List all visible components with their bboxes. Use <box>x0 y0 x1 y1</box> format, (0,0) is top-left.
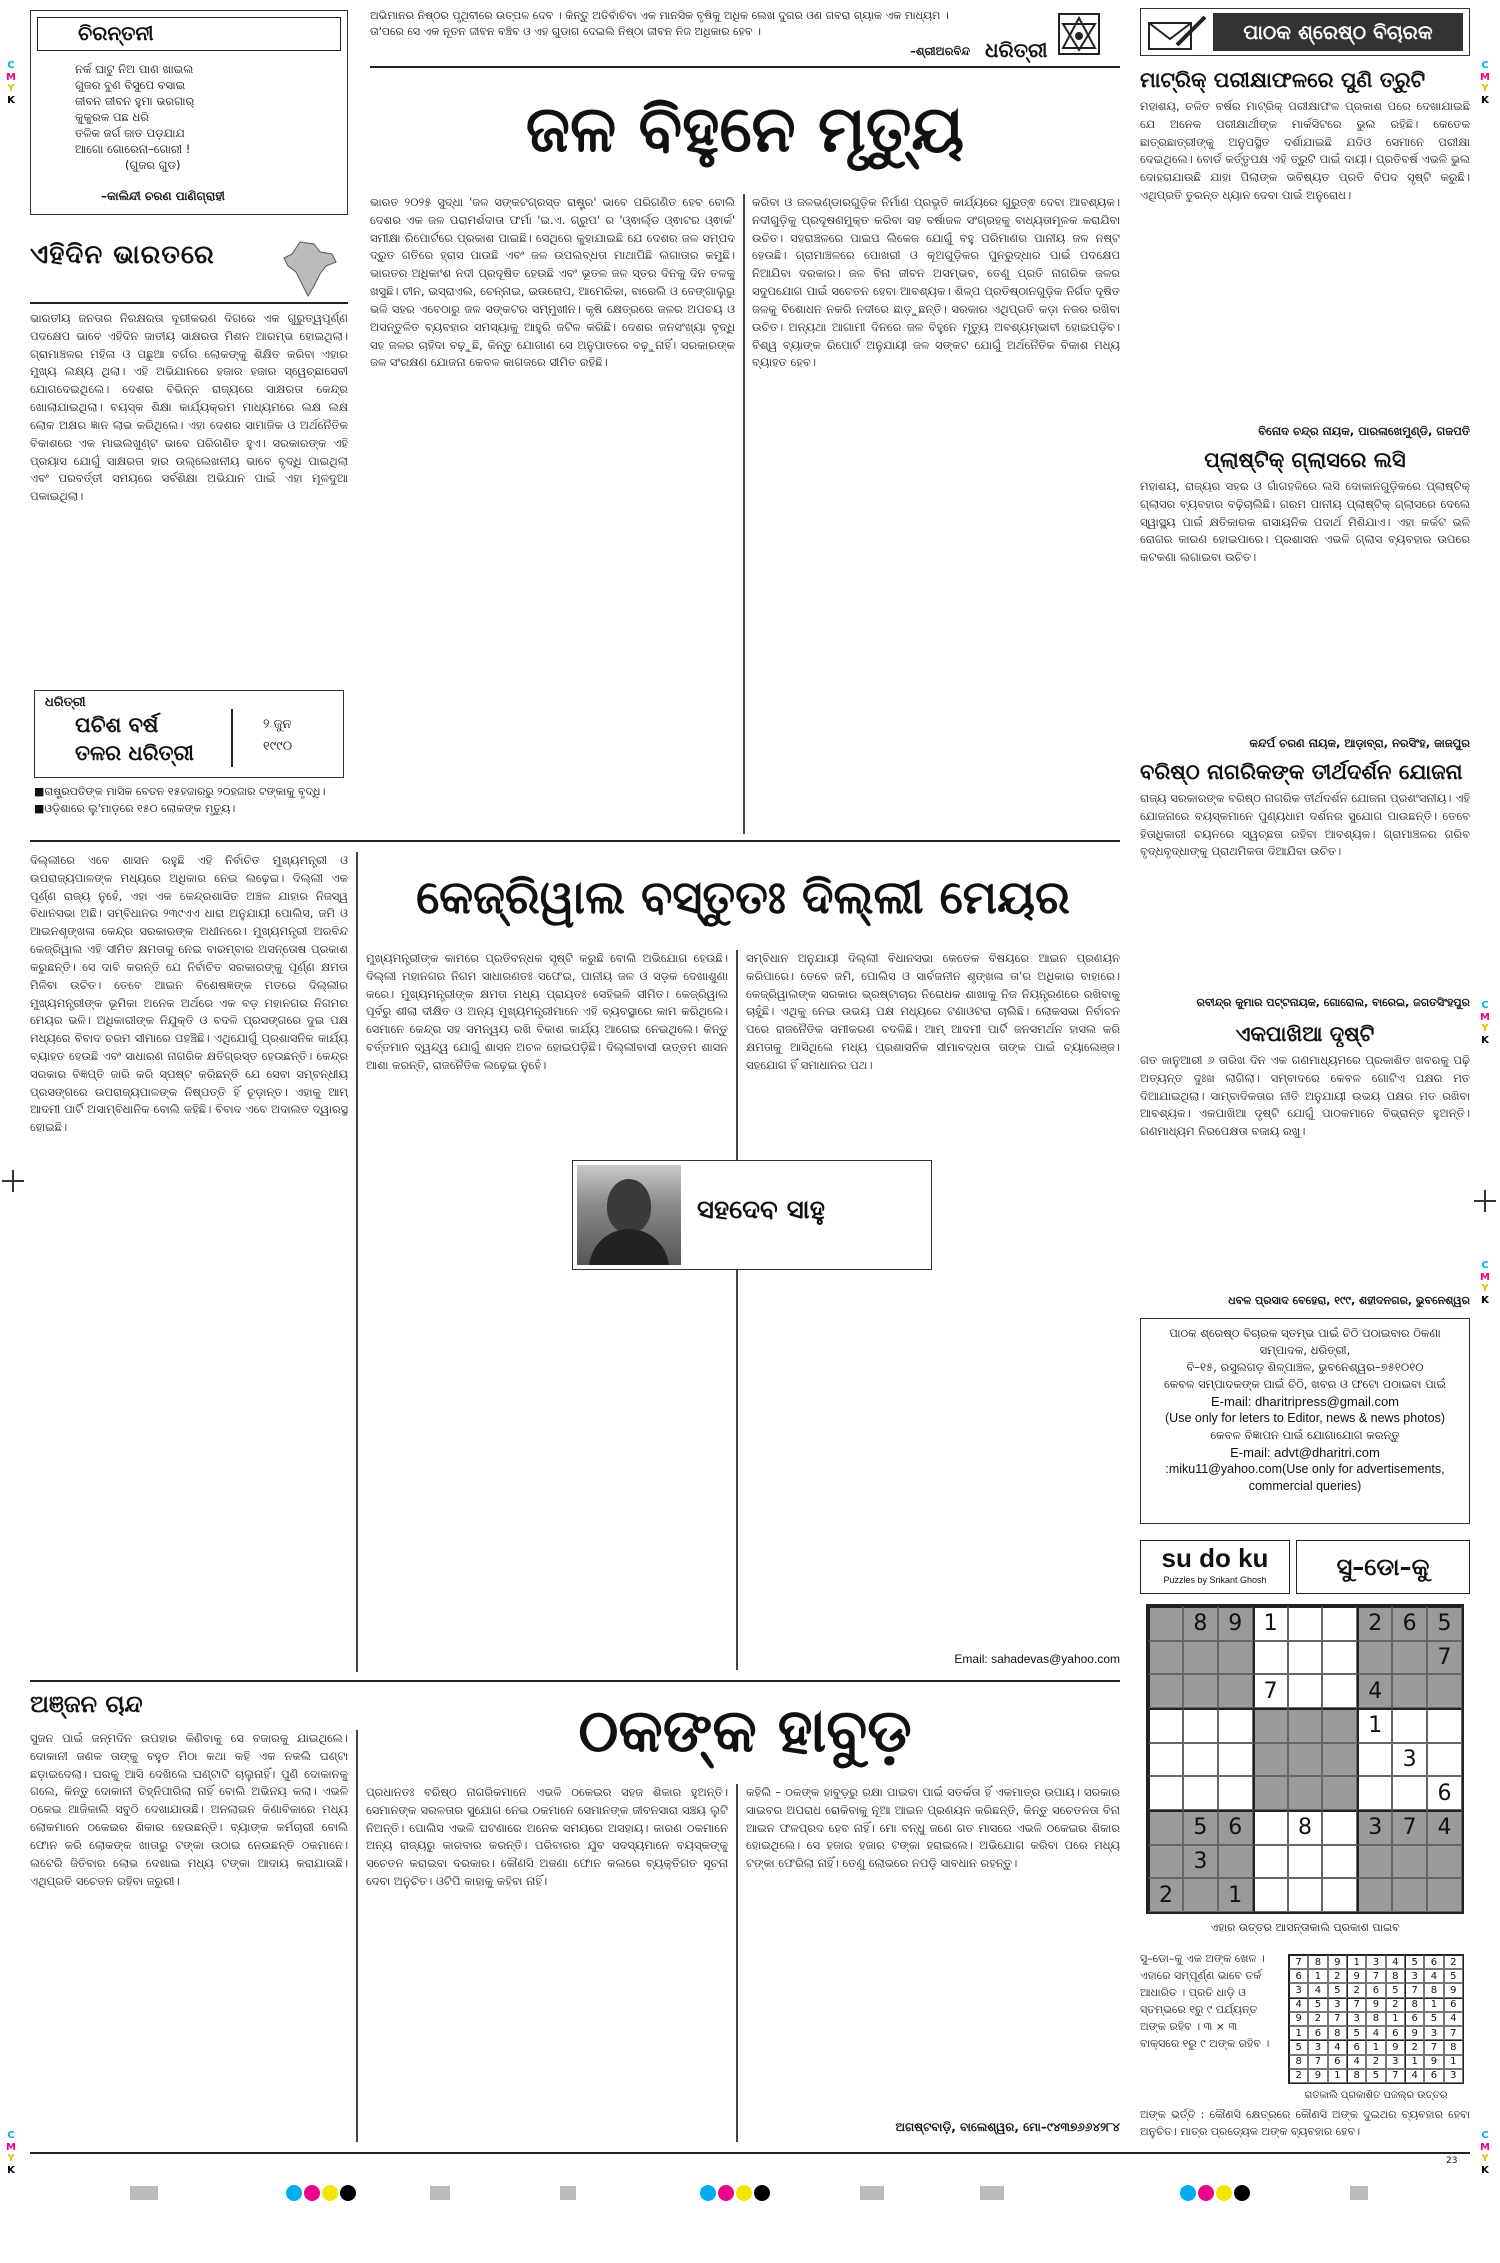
magenta-dot <box>1198 2185 1214 2201</box>
sudoku-solution-cell: 7 <box>1444 2026 1463 2040</box>
sudoku-cell <box>1253 1776 1288 1810</box>
anjan-divider-2 <box>736 1784 738 2142</box>
sudoku-cell: 8 <box>1183 1606 1218 1641</box>
editorial-quote-text: ଅଭିମାନର ନିଷ୍ଠର ପୃଥିବୀରେ ଉତ୍ପଳ ଦେବ । କିନ୍ତୁ ଅତିବାଁଚିବା ଏକ ମାନସିକ ବୃଷିକୁ ଅଧିକ ଲେଖ ଦୁଗର ଓଣ ଗବରା ଗ୍ୟାକ ଏକ ମାଧ୍ୟମ । ତା'ପରେ ସେ ଏକ ନୂତନ ଜୀବନ ବଞ୍ଚିବ ଓ ଏହ ଗୁଡାଗ ଦେଇଲି ନିଷ୍ଠା ଜୀବନ ନିଜ ଅଧିକାର ହେବ । <box>370 9 949 38</box>
letter-author: ଧବଳ ପ୍ରସାଦ ବେହେରା, ୧୯୯, ଶହୀଦନଗର, ଭୁବନେଶ୍ୱର <box>1228 1294 1470 1307</box>
sudoku-solution-cell: 7 <box>1289 1955 1308 1969</box>
cyan-dot <box>1180 2185 1196 2201</box>
sudoku-solution-cell: 1 <box>1366 2040 1385 2054</box>
sudoku-solution-cell: 8 <box>1328 2026 1347 2040</box>
sudoku-solution-cell: 9 <box>1444 1983 1463 1997</box>
sudoku-cell <box>1392 1776 1427 1810</box>
sudoku-cell: 1 <box>1218 1878 1253 1912</box>
page-number: 23 <box>1446 2156 1458 2166</box>
sudoku-solution-cell: 5 <box>1444 1969 1463 1983</box>
sudoku-solution-cell: 3 <box>1424 2026 1443 2040</box>
readers-banner-text: ପାଠକ ଶ୍ରେଷ୍ଠ ବିଚାରକ <box>1243 20 1433 44</box>
sudoku-solution-cell: 5 <box>1347 2026 1366 2040</box>
author-name: ସହଦେବ ସାହୁ <box>697 1195 825 1225</box>
grey-bar <box>860 2186 884 2200</box>
sudoku-solution-cell: 3 <box>1366 1955 1385 1969</box>
grey-bar <box>560 2186 576 2200</box>
sudoku-cell: 5 <box>1427 1606 1462 1641</box>
yellow-dot <box>736 2185 752 2201</box>
sudoku-solution-cell: 3 <box>1386 2055 1405 2069</box>
sudoku-solution-cell: 3 <box>1347 2012 1366 2026</box>
archive-date-line1: ୨ ଜୁନ <box>263 717 292 732</box>
sudoku-cell <box>1427 1845 1462 1879</box>
black-dot <box>340 2185 356 2201</box>
archive-box <box>34 690 344 778</box>
sudoku-cell <box>1392 1641 1427 1675</box>
archive-items <box>34 784 344 817</box>
sudoku-solution-cell: 4 <box>1405 2069 1424 2083</box>
cyan-dot <box>286 2185 302 2201</box>
grey-bar <box>130 2186 158 2200</box>
sudoku-cell <box>1288 1845 1323 1879</box>
sudoku-cell <box>1148 1674 1183 1708</box>
contact-line: କେବଳ ସମ୍ପାଦକଙ୍କ ପାଇଁ ଚିଠି, ଖବର ଓ ଫଟୋ ପଠାଇବା ପାଇଁ <box>1164 1377 1446 1391</box>
kejriwal-col2: ମୁଖ୍ୟମନ୍ତ୍ରୀଙ୍କ କାମରେ ପ୍ରତିବନ୍ଧକ ସୃଷ୍ଟି କରୁଛି ବୋଲି ଅଭିଯୋଗ ହେଉଛି। ଦିଲ୍ଲୀ ମହାନଗର ନିଗମ ସାଧାରଣତଃ ସଫେଇ, ପାନୀୟ ଜଳ ଓ ସଡ଼କ ଦେଖାଶୁଣା କରେ। ମୁଖ୍ୟମନ୍ତ୍ରୀଙ୍କ କ୍ଷମତା ମଧ୍ୟ ପ୍ରାୟତଃ ସେହିଭଳି ସୀମିତ। କେଜ୍‌ରିୱାଲ ପୂର୍ବରୁ ଶୀଲା ଦୀକ୍ଷିତ ଓ ଅନ୍ୟ ମୁଖ୍ୟମନ୍ତ୍ରୀମାନେ ଏହି ବ୍ୟବସ୍ଥାରେ କାମ କରିଥିଲେ। ସେମାନେ କେନ୍ଦ୍ର ସହ ସମନ୍ୱୟ ରଖି ବିକାଶ କାର୍ଯ୍ୟ ଆଗେଇ ନେଇଥିଲେ। କିନ୍ତୁ ବର୍ତ୍ତମାନ ଦ୍ୱନ୍ଦ୍ୱ ଯୋଗୁଁ ଶାସନ ଅଚଳ ହୋଇପଡ଼ିଛି। ଦିଲ୍ଲୀବାସୀ ଉତ୍ତମ ଶାସନ ଆଶା କରନ୍ତି, ରାଜନୈତିକ ଲଢ଼େଇ ନୁହେଁ। <box>366 951 728 1072</box>
sudoku-solution-cell: 7 <box>1366 1969 1385 1983</box>
letter-body: ମହାଶୟ, ଚଳିତ ବର୍ଷର ମାଟ୍ରିକ୍ ପରୀକ୍ଷାଫଳ ପ୍ରକାଶ ପରେ ଦେଖାଯାଇଛି ଯେ ଅନେକ ପରୀକ୍ଷାର୍ଥୀଙ୍କ ମାର୍କସିଟରେ ଭୁଲ ରହିଛି। କେତେକ ଛାତ୍ରଛାତ୍ରୀଙ୍କୁ ଅନୁପସ୍ଥିତ ଦର୍ଶାଯାଇଛି ଯଦିଓ ସେମାନେ ପରୀକ୍ଷା ଦେଇଥିଲେ। ବୋର୍ଡ କର୍ତ୍ତୃପକ୍ଷ ଏହି ତ୍ରୁଟି ପାଇଁ ଦାୟୀ। ପ୍ରତିବର୍ଷ ଏଭଳି ଭୁଲ ଦୋହରାଯାଉଛି ଯାହା ପିଲାଙ୍କ ଭବିଷ୍ୟତ ପ୍ରତି ବିପଦ ସୃଷ୍ଟି କରୁଛି। ଏଥିପ୍ରତି ତୁରନ୍ତ ଧ୍ୟାନ ଦେବା ପାଇଁ ଅନୁରୋଧ। <box>1140 99 1470 203</box>
sudoku-solution-cell: 6 <box>1444 1998 1463 2012</box>
sudoku-solution-cell: 4 <box>1308 1983 1327 1997</box>
sudoku-header <box>1140 1540 1470 1594</box>
sudoku-solution-cell: 7 <box>1308 2055 1327 2069</box>
india-map-icon <box>280 240 340 298</box>
sudoku-cell <box>1148 1641 1183 1675</box>
cmyk-mark-right-mid: C M Y K <box>1480 1000 1490 1046</box>
sudoku-solution-cell: 8 <box>1424 1983 1443 1997</box>
contact-line: ସମ୍ପାଦକ, ଧରିତ୍ରୀ, <box>1259 1343 1351 1357</box>
sudoku-solution-cell: 9 <box>1289 2012 1308 2026</box>
advt-email-alt[interactable]: :miku11@yahoo.com(Use only for advertisements, commercial queries) <box>1165 1462 1445 1493</box>
bottom-rule <box>30 2152 1470 2154</box>
contact-line: ବି–୧୫, ରସୁଲଗଡ଼ ଶିଳ୍ପାଞ୍ଚଳ, ଭୁବନେଶ୍ୱର–୭୫୧୦୧୦ <box>1186 1360 1424 1374</box>
sudoku-solution-cell: 4 <box>1386 1955 1405 1969</box>
sudoku-cell <box>1288 1708 1323 1743</box>
letter-title: ମାଟ୍ରିକ୍ ପରୀକ୍ଷାଫଳରେ ପୁଣି ତ୍ରୁଟି <box>1140 68 1426 92</box>
sudoku-cell <box>1218 1776 1253 1810</box>
sudoku-cell <box>1253 1845 1288 1879</box>
sudoku-cell <box>1218 1674 1253 1708</box>
black-dot <box>754 2185 770 2201</box>
sudoku-solution-cell: 5 <box>1386 1983 1405 1997</box>
sudoku-cell: 7 <box>1253 1674 1288 1708</box>
sudoku-solution-cell: 4 <box>1328 2040 1347 2054</box>
sudoku-solution-grid <box>1288 1954 1464 2084</box>
letter-body: ରାଜ୍ୟ ସରକାରଙ୍କ ବରିଷ୍ଠ ନାଗରିକ ତୀର୍ଥଦର୍ଶନ ଯୋଜନା ପ୍ରଶଂସନୀୟ। ଏହି ଯୋଜନାରେ ବୟସ୍କମାନେ ପୁଣ୍ୟଧାମ ଦର୍ଶନର ସୁଯୋଗ ପାଉଛନ୍ତି। ତେବେ ହିତାଧିକାରୀ ଚୟନରେ ସ୍ୱଚ୍ଛତା ରହିବା ଆବଶ୍ୟକ। ଗ୍ରାମାଞ୍ଚଳର ଗରିବ ବୃଦ୍ଧବୃଦ୍ଧାଙ୍କୁ ପ୍ରାଥମିକତା ଦିଆଯିବା ଉଚିତ। <box>1140 791 1470 859</box>
sudoku-footer: ଅଙ୍କ ଭର୍ତ୍ତି : କୌଣସି କ୍ଷେତ୍ରରେ କୌଣସି ଅଙ୍କ ଦୁଇଥର ବ୍ୟବହାର ହେବା ଅନୁଚିତ। ମାତ୍ର ପ୍ରତ୍ୟେକ ଅଙ୍କ ବ୍ୟବହାର ହେବ। <box>1140 2108 1470 2139</box>
poem-line: ଆଗୋ ଗୋରେନା–ଗୋରୀ ! <box>75 142 191 156</box>
sudoku-cell <box>1357 1743 1392 1777</box>
letter-author: ବିନୋଦ ଚନ୍ଦ୍ର ନାୟକ, ପାରଳାଖେମୁଣ୍ଡି, ଗଜପତି <box>1258 424 1470 438</box>
kejriwal-email[interactable]: Email: sahadevas@yahoo.com <box>954 1652 1120 1666</box>
sudoku-logo: su do ku <box>1161 1543 1269 1573</box>
anjan-chand-author: ଅଗଷ୍ଟବାଡ଼ି, ବାଲେଶ୍ୱର, ମୋ–୯୪୩୭୬୬୪୨୮୪ <box>895 2120 1120 2134</box>
author-photo <box>577 1165 681 1265</box>
cmyk-mark-right-bottom: C M Y K <box>1480 2130 1490 2176</box>
sudoku-cell: 1 <box>1357 1708 1392 1743</box>
sudoku-cell: 1 <box>1253 1606 1288 1641</box>
black-dot <box>1234 2185 1250 2201</box>
sudoku-cell <box>1253 1708 1288 1743</box>
sudoku-cell <box>1288 1606 1323 1641</box>
anjan-chand-col2: ପ୍ରଧାନତଃ ବରିଷ୍ଠ ନାଗରିକମାନେ ଏଭଳି ଠକେଇର ସହଜ ଶିକାର ହୁଅନ୍ତି। ସେମାନଙ୍କ ସରଳତାର ସୁଯୋଗ ନେଇ ଠକମାନେ ସେମାନଙ୍କ ଜୀବନସାରା ସଞ୍ଚୟ ଲୁଟି ନିଅନ୍ତି। ପୋଲିସ ଏଭଳି ଘଟଣାରେ ଅନେକ ସମୟରେ ଅସହାୟ। କାରଣ ଠକମାନେ ଅନ୍ୟ ରାଜ୍ୟରୁ କାରବାର କରନ୍ତି। ପରିବାରର ଯୁବ ସଦସ୍ୟମାନେ ବୟସ୍କଙ୍କୁ ସଚେତନ କରାଇବା ଦରକାର। କୌଣସି ଅଜଣା ଫୋନ କଲରେ ବ୍ୟକ୍ତିଗତ ସୂଚନା ଦେବା ଅନୁଚିତ। ଓଟିପି କାହାକୁ କହିବା ନାହିଁ। <box>366 1785 728 1889</box>
sudoku-solution-cell: 5 <box>1308 1998 1327 2012</box>
sudoku-solution-cell: 9 <box>1328 1955 1347 1969</box>
anjan-chand-title: ଅଞ୍ଜନ ଚାନ୍ଦ <box>30 1690 143 1718</box>
sudoku-solution-cell: 6 <box>1424 1955 1443 1969</box>
sudoku-solution-cell: 8 <box>1308 1955 1327 1969</box>
paper-logo-block <box>985 12 1105 64</box>
sudoku-solution-cell: 5 <box>1289 2040 1308 2054</box>
india-today-heading <box>30 240 348 300</box>
sudoku-solution-cell: 5 <box>1366 2069 1385 2083</box>
sudoku-solution-cell: 5 <box>1405 1955 1424 1969</box>
sudoku-cell: 6 <box>1427 1776 1462 1810</box>
sudoku-solution-cell: 5 <box>1328 1983 1347 1997</box>
sudoku-solution-cell: 2 <box>1347 1983 1366 1997</box>
sudoku-solution-cell: 6 <box>1405 2012 1424 2026</box>
sudoku-solution-cell: 8 <box>1366 2012 1385 2026</box>
letter-body: ଗତ ଜାନୁଆରୀ ୬ ତାରିଖ ଦିନ ଏକ ଗଣମାଧ୍ୟମରେ ପ୍ରକାଶିତ ଖବରକୁ ପଢ଼ି ଅତ୍ୟନ୍ତ ଦୁଃଖ ଲାଗିଲା। ସମ୍ବାଦରେ କେବଳ ଗୋଟିଏ ପକ୍ଷର ମତ ଦିଆଯାଇଥିଲା। ସାମ୍ବାଦିକତାର ନୀତି ଅନୁଯାୟୀ ଉଭୟ ପକ୍ଷର ମତ ରଖିବା ଆବଶ୍ୟକ। ଏକପାଖିଆ ଦୃଷ୍ଟି ଯୋଗୁଁ ପାଠକମାନେ ବିଭ୍ରାନ୍ତ ହୁଅନ୍ତି। ଗଣମାଧ୍ୟମ ନିରପେକ୍ଷତା ବଜାୟ ରଖୁ। <box>1140 1053 1470 1139</box>
cmyk-mark-left-bottom: C M Y K <box>6 2130 16 2176</box>
sudoku-cell <box>1253 1810 1288 1845</box>
lower-rule <box>30 1680 1120 1682</box>
sudoku-cell <box>1357 1878 1392 1912</box>
sudoku-cell <box>1253 1641 1288 1675</box>
sudoku-solution-cell: 1 <box>1405 2055 1424 2069</box>
poem-box <box>30 10 348 215</box>
kejriwal-divider <box>736 950 738 1670</box>
main-story-col2: କରିବା ଓ ଜଳଭଣ୍ଡାରଗୁଡ଼ିକ ନିର୍ମାଣ ପ୍ରଭୃତି କାର୍ଯ୍ୟରେ ଗୁରୁତ୍ଵ ଦେବା ଆବଶ୍ୟକ। ନଦୀଗୁଡ଼ିକୁ ପ୍ରଦୂଷଣମୁକ୍ତ କରିବା ସହ ବର୍ଷାଜଳ ସଂଗ୍ରହକୁ ବାଧ୍ୟତାମୂଳକ କରାଯିବା ଉଚିତ। ସହରାଞ୍ଚଳରେ ପାଇପ ଲିକେଜ ଯୋଗୁଁ ବହୁ ପରିମାଣର ପାନୀୟ ଜଳ ନଷ୍ଟ ହେଉଛି। ଗ୍ରାମାଞ୍ଚଳରେ ପୋଖରୀ ଓ କୂଅଗୁଡ଼ିକର ପୁନରୁଦ୍ଧାର ପାଇଁ ପଦକ୍ଷେପ ନିଆଯିବା ଦରକାର। ଜଳ ବିନା ଜୀବନ ଅସମ୍ଭବ, ତେଣୁ ପ୍ରତି ନାଗରିକ ଜଳର ସଦୁପଯୋଗ ପାଇଁ ସଚେତନ ହେବା ଆବଶ୍ୟକ। ଶିଳ୍ପ ପ୍ରତିଷ୍ଠାନଗୁଡ଼ିକ ନିର୍ଗତ ଦୂଷିତ ଜଳକୁ ବିଶୋଧନ ନକରି ନଦୀରେ ଛାଡ଼ୁଛନ୍ତି। ସରକାର ଏଥିପ୍ରତି କଡ଼ା ନଜର ରଖିବା ଉଚିତ। ଅନ୍ୟଥା ଆଗାମୀ ଦିନରେ ଜଳ ବିହୁନେ ମୃତ୍ୟୁ ଅବଶ୍ୟମ୍ଭାବୀ ହୋଇପଡ଼ିବ। ବିଶ୍ୱ ବ୍ୟାଙ୍କ ରିପୋର୍ଟ ଅନୁଯାୟୀ ଜଳ ସଙ୍କଟ ଯୋଗୁଁ ଅର୍ଥନୈତିକ ବିକାଶ ମଧ୍ୟ ବ୍ୟାହତ ହେବ। <box>752 195 1120 370</box>
registration-cross-right <box>1474 1190 1496 1212</box>
sudoku-solution-cell: 8 <box>1289 2055 1308 2069</box>
sudoku-cell: 3 <box>1392 1743 1427 1777</box>
sudoku-cell: 7 <box>1392 1810 1427 1845</box>
sudoku-cell: 3 <box>1183 1845 1218 1879</box>
mid-rule <box>30 840 1120 842</box>
cmyk-mark-right-top: C M Y K <box>1480 60 1490 106</box>
sudoku-solution-cell: 1 <box>1386 2012 1405 2026</box>
sudoku-cell <box>1183 1743 1218 1777</box>
sudoku-solution-cell: 7 <box>1328 2012 1347 2026</box>
sudoku-cell: 2 <box>1148 1878 1183 1912</box>
sudoku-solution-cell: 8 <box>1444 2040 1463 2054</box>
sudoku-solution-cell: 6 <box>1308 2026 1327 2040</box>
sudoku-solution-cell: 8 <box>1405 1998 1424 2012</box>
sudoku-cell <box>1427 1878 1462 1912</box>
paper-emblem-icon <box>1057 12 1101 56</box>
sudoku-solution-cell: 6 <box>1366 1983 1385 1997</box>
sudoku-logo-box <box>1140 1540 1290 1594</box>
poem-title: ଚିରନ୍ତନୀ <box>78 21 154 45</box>
sudoku-cell: 6 <box>1392 1606 1427 1641</box>
sudoku-cell <box>1357 1641 1392 1675</box>
editor-email[interactable]: E-mail: dharitripress@gmail.com <box>1210 1394 1400 1409</box>
sudoku-cell <box>1392 1878 1427 1912</box>
main-story-divider <box>743 194 745 834</box>
sudoku-cell <box>1148 1776 1183 1810</box>
sudoku-title: ସୁ–ଡୋ–କୁ <box>1336 1553 1430 1581</box>
sudoku-solution-cell: 2 <box>1289 2069 1308 2083</box>
sudoku-cell: 6 <box>1218 1810 1253 1845</box>
sudoku-credit: Puzzles by Srikant Ghosh <box>1163 1575 1267 1585</box>
sudoku-solution-cell: 6 <box>1386 2026 1405 2040</box>
poem-line: କୁକୁରକ ପଛ ଧରି <box>75 110 149 124</box>
sudoku-solution-cell: 7 <box>1347 1998 1366 2012</box>
sudoku-cell <box>1218 1845 1253 1879</box>
sudoku-cell <box>1148 1845 1183 1879</box>
sudoku-solution-cell: 6 <box>1424 2069 1443 2083</box>
contact-line: ପାଠକ ଶ୍ରେଷ୍ଠ ବିଚାରକ ସ୍ତମ୍ଭ ପାଇଁ ଚିଠି ପଠାଇବାର ଠିକଣା <box>1169 1326 1441 1340</box>
poem-lines <box>75 61 335 173</box>
india-today-title: ଏହିଦିନ ଭାରତରେ <box>30 240 215 270</box>
sudoku-solution-cell: 8 <box>1386 1969 1405 1983</box>
cyan-dot <box>700 2185 716 2201</box>
sudoku-solution-cell: 1 <box>1308 1969 1327 1983</box>
sudoku-solution-cell: 4 <box>1444 2012 1463 2026</box>
anjan-chand-col1: ସୁଜନ ପାଇଁ ଜନ୍ମଦିନ ଉପହାର କିଣିବାକୁ ସେ ବଜାରକୁ ଯାଇଥିଲେ। ଦୋକାନୀ ଜଣକ ତାଙ୍କୁ ବହୁତ ମିଠା କଥା କହି ଏକ ନକଲି ଘଣ୍ଟା ଛଡ଼ାଇଦେଲା। ଘରକୁ ଆସି ଦେଖିଲେ ଘଣ୍ଟାଟି ଚାଲୁନାହିଁ। ପୁଣି ଦୋକାନକୁ ଗଲେ, କିନ୍ତୁ ଦୋକାନୀ ଚିହ୍ନିପାରିଲା ନାହିଁ ବୋଲି ଅଭିନୟ କଲା। ଏଭଳି ଠକେଇ ଆଜିକାଲି ସବୁଠି ଦେଖାଯାଉଛି। ଅନଲାଇନ କିଣାବିକାରେ ମଧ୍ୟ ଲୋକମାନେ ଠକେଇର ଶିକାର ହେଉଛନ୍ତି। ବ୍ୟାଙ୍କ କର୍ମଚାରୀ ବୋଲି ଫୋନ କରି ଲୋକଙ୍କ ଖାତାରୁ ଟଙ୍କା ଉଠାଇ ନେଉଛନ୍ତି ଠକମାନେ। ଲଟେରି ଜିତିବାର ଲୋଭ ଦେଖାଇ ମଧ୍ୟ ଟଙ୍କା ଆଦାୟ କରାଯାଉଛି। ଏଥିପ୍ରତି ସଚେତନ ରହିବା ଜରୁରୀ। <box>30 1731 348 1888</box>
archive-title-line1: ପଚିଶ ବର୍ଷ <box>75 713 159 737</box>
kejriwal-col3: ସମ୍ବିଧାନ ଅନୁଯାୟୀ ଦିଲ୍ଲୀ ବିଧାନସଭା କେତେକ ବିଷୟରେ ଆଇନ ପ୍ରଣୟନ କରିପାରେ। ତେବେ ଜମି, ପୋଲିସ ଓ ସାର୍ବଜନୀନ ଶୃଙ୍ଖଳା ତା'ର ଅଧିକାର ବାହାରେ। କେଜ୍‌ରିୱାଲଙ୍କ ସରକାର ଭ୍ରଷ୍ଟାଚାର ନିରୋଧକ ଶାଖାକୁ ନିଜ ନିୟନ୍ତ୍ରଣରେ ରଖିବାକୁ ଚାହୁଁଛି। ଏଥିକୁ ନେଇ ଉଭୟ ପକ୍ଷ ମଧ୍ୟରେ ଟଣାଓଟରା ଚାଲିଛି। ଲୋକସଭା ନିର୍ବାଚନ ପରେ ରାଜନୈତିକ ସମୀକରଣ ବଦଳିଛି। ଆମ୍ ଆଦମୀ ପାର୍ଟି ଜନସମର୍ଥନ ହାସଲ କରି କ୍ଷମତାକୁ ଆସିଥିଲେ ମଧ୍ୟ ପ୍ରଶାସନିକ ସୀମାବଦ୍ଧତା ତାଙ୍କ ପାଇଁ ଚ୍ୟାଲେଞ୍ଜ। ସହଯୋଗ ହିଁ ସମାଧାନର ପଥ। <box>746 951 1120 1072</box>
editor-email-note: (Use only for leters to Editor, news & news photos) <box>1165 1411 1445 1425</box>
sudoku-solution-cell: 5 <box>1424 2012 1443 2026</box>
sudoku-cell <box>1148 1743 1183 1777</box>
sudoku-cell <box>1183 1776 1218 1810</box>
sudoku-solution-cell: 9 <box>1386 2040 1405 2054</box>
sudoku-solution-cell: 6 <box>1289 1969 1308 1983</box>
sudoku-solution-cell: 2 <box>1366 2055 1385 2069</box>
sudoku-solution-cell: 2 <box>1405 2040 1424 2054</box>
sudoku-solution-cell: 3 <box>1405 1969 1424 1983</box>
sudoku-cell <box>1322 1708 1357 1743</box>
sudoku-cell <box>1357 1845 1392 1879</box>
sudoku-solution-cell: 9 <box>1347 1969 1366 1983</box>
kejriwal-lead-col: ଦିଲ୍ଲୀରେ ଏବେ ଶାସନ ରହୁଛି ଏହି ନିର୍ବାଚିତ ମୁଖ୍ୟମନ୍ତ୍ରୀ ଓ ଉପରାଜ୍ୟପାଳଙ୍କ ମଧ୍ୟରେ ଅଧିକାର ନେଇ ଲଢ଼େଇ। ଦିଲ୍ଲୀ ଏକ ପୂର୍ଣ୍ଣ ରାଜ୍ୟ ନୁହେଁ, ଏହା ଏକ କେନ୍ଦ୍ରଶାସିତ ଅଞ୍ଚଳ ଯାହାର ନିଜସ୍ୱ ବିଧାନସଭା ଅଛି। ସମ୍ବିଧାନର ୨୩୯ଏଏ ଧାରା ଅନୁଯାୟୀ ପୋଲିସ, ଜମି ଓ ଆଇନଶୃଙ୍ଖଳା କେନ୍ଦ୍ର ସରକାରଙ୍କ ଅଧୀନରେ। ମୁଖ୍ୟମନ୍ତ୍ରୀ ଅରବିନ୍ଦ କେଜ୍‌ରିୱାଲ ଏହି ସୀମିତ କ୍ଷମତାକୁ ନେଇ ବାରମ୍ବାର ଅସନ୍ତୋଷ ପ୍ରକାଶ କରୁଛନ୍ତି। ସେ ଦାବି କରନ୍ତି ଯେ ନିର୍ବାଚିତ ସରକାରଙ୍କୁ ପୂର୍ଣ୍ଣ କ୍ଷମତା ମିଳିବା ଉଚିତ। ତେବେ ଆଇନ ବିଶେଷଜ୍ଞଙ୍କ ମତରେ ଦିଲ୍ଲୀର ମୁଖ୍ୟମନ୍ତ୍ରୀଙ୍କ ଭୂମିକା ଅନେକ ଅର୍ଥରେ ଏକ ବଡ଼ ମହାନଗର ନିଗମର ମେୟର ଭଳି। ଅଧିକାରୀଙ୍କ ନିଯୁକ୍ତି ଓ ବଦଳି ପ୍ରସଙ୍ଗରେ ଦୁଇ ପକ୍ଷ ମଧ୍ୟରେ ବିବାଦ ଚରମ ସୀମାରେ ପହଞ୍ଚିଛି। ଏଥିଯୋଗୁଁ ପ୍ରଶାସନିକ କାର୍ଯ୍ୟ ବ୍ୟାହତ ହେଉଛି ଏବଂ ସାଧାରଣ ନାଗରିକ କ୍ଷତିଗ୍ରସ୍ତ ହେଉଛନ୍ତି। କେନ୍ଦ୍ର ସରକାର ବିଜ୍ଞପ୍ତି ଜାରି କରି ସ୍ପଷ୍ଟ କରିଛନ୍ତି ଯେ ସେବା ସମ୍ବନ୍ଧୀୟ ପ୍ରସଙ୍ଗରେ ଉପରାଜ୍ୟପାଳଙ୍କ ନିଷ୍ପତ୍ତି ହିଁ ଚୂଡ଼ାନ୍ତ। ଏହାକୁ ଆମ୍ ଆଦମୀ ପାର୍ଟି ଅସାମ୍ବିଧାନିକ ବୋଲି କହିଛି। ବିବାଦ ଏବେ ଅଦାଲତ ଦ୍ୱାରସ୍ଥ ହୋଇଛି। <box>30 853 348 1135</box>
sudoku-cell <box>1427 1674 1462 1708</box>
sudoku-cell <box>1288 1776 1323 1810</box>
sudoku-solution-cell: 2 <box>1328 1969 1347 1983</box>
grey-bar <box>430 2186 450 2200</box>
poem-title-bar <box>37 17 341 51</box>
sudoku-solution-cell: 6 <box>1328 2055 1347 2069</box>
sudoku-cell <box>1322 1810 1357 1845</box>
sudoku-grid <box>1146 1604 1464 1914</box>
sudoku-cell <box>1322 1606 1357 1641</box>
sudoku-solution-cell: 1 <box>1424 1998 1443 2012</box>
letter-title: ଏକପାଖିଆ ଦୃଷ୍ଟି <box>1235 1022 1375 1046</box>
sudoku-solution-cell: 4 <box>1366 2026 1385 2040</box>
envelope-pen-icon <box>1147 15 1207 51</box>
sudoku-solution-cell: 3 <box>1289 1983 1308 1997</box>
sudoku-instructions: ସୁ–ଡୋ–କୁ ଏକ ଅଙ୍କ ଖେଳ । ଏହାରେ ସମ୍ପୂର୍ଣ୍ଣ ଭାବେ ତର୍କ ଆଧାରିତ । ପ୍ରତି ଧାଡ଼ି ଓ ସ୍ତମ୍ଭରେ ୧ରୁ ୯ ପର୍ଯ୍ୟନ୍ତ ଅଙ୍କ ରହିବ । ୩ × ୩ ବାକ୍ସରେ ୧ରୁ ୯ ଅଙ୍କ ରହିବ । <box>1140 1952 1270 2051</box>
poem-author: –କାଲିନ୍ଦୀ ଚରଣ ପାଣିଗ୍ରାହୀ <box>101 189 225 203</box>
sudoku-solution-cell: 2 <box>1308 2012 1327 2026</box>
sudoku-cell <box>1322 1743 1357 1777</box>
sudoku-solution-cell: 2 <box>1386 1998 1405 2012</box>
poem-line: ତଳିକ ଜର୍ଗ ଜାତ ପଡ଼ଯାଯ <box>75 126 185 140</box>
sudoku-cell: 3 <box>1357 1810 1392 1845</box>
poem-line: ନର୍କ ଘାଟୁ ନିଅ ପାଣ ଖାଇଲ <box>75 62 194 76</box>
sudoku-solution-cell: 4 <box>1424 1969 1443 1983</box>
sudoku-cell <box>1218 1641 1253 1675</box>
archive-title-line2: ତଳର ଧରିତ୍ରୀ <box>75 741 194 765</box>
readers-banner-title <box>1213 13 1463 51</box>
main-story-col1: ଭାରତ ୨୦୨୫ ସୁଦ୍ଧା 'ଜଳ ସଙ୍କଟଗ୍ରସ୍ତ ରାଷ୍ଟ୍ର' ଭାବେ ପରିଗଣିତ ହେବ ବୋଲି ଦେଶର ଏକ ଜଳ ପରାମର୍ଶଦାତା ଫର୍ମା 'ଇ.ଏ. ଗ୍ରୁପ' ର 'ଓ୍ଵାର୍ଲ୍ଡ ଓ୍ଵାଟର ଓ୍ଵାର୍କ' ସମୀକ୍ଷା ରିପୋର୍ଟରେ ପ୍ରକାଶ ପାଇଛି। ସେଥିରେ କୁହାଯାଇଛି ଯେ ଦେଶର ଜଳ ସମ୍ପଦ ଦ୍ରୁତ ଗତିରେ ହ୍ରାସ ପାଉଛି ଏବଂ ଜଳ ଉପଲବ୍ଧତା ମାଥାପିଛି ଲଗାତାର କମୁଛି। ଭାରତର ଅଧିକାଂଶ ନଦୀ ପ୍ରଦୂଷିତ ହେଉଛି ଏବଂ ଭୂତଳ ଜଳ ସ୍ତର ଦିନକୁ ଦିନ ତଳକୁ ଖସୁଛି। ଚୀନ, ଇସ୍ରାଏଲ, ଚେନ୍ନାଇ, ଇଉରୋପ, ଆମେରିକା, ବାରେଲି ଓ ବେଙ୍ଗାଲୁରୁ ଭଳି ସହର ଏବେଠାରୁ ଜଳ ସଙ୍କଟର ସମ୍ମୁଖୀନ। କୃଷି କ୍ଷେତ୍ରରେ ଜଳର ଅପଚୟ ଓ ଅସନ୍ତୁଳିତ ବ୍ୟବହାର ସମସ୍ୟାକୁ ଆହୁରି ଜଟିଳ କରିଛି। ଦେଶର ଜନସଂଖ୍ୟା ବୃଦ୍ଧି ସହ ଜଳର ଚାହିଦା ବଢ଼ୁଛି, କିନ୍ତୁ ଯୋଗାଣ ସେ ଅନୁପାତରେ ବଢ଼ୁନାହିଁ। ସରକାରଙ୍କ ଜଳ ସଂରକ୍ଷଣ ଯୋଜନା କେବଳ କାଗଜରେ ସୀମିତ ରହିଛି। <box>370 195 735 370</box>
sudoku-solution-cell: 3 <box>1328 1998 1347 2012</box>
sudoku-cell <box>1322 1776 1357 1810</box>
archive-date-line2: ୧୯୯୦ <box>263 739 293 754</box>
sudoku-cell <box>1288 1641 1323 1675</box>
cmyk-mark-left-top: C M Y K <box>6 60 16 106</box>
sudoku-solution-cell: 1 <box>1347 1955 1366 1969</box>
letter-body: ମହାଶୟ, ରାଜ୍ୟର ସହର ଓ ଗାଁଗହଳିରେ ଲସି ଦୋକାନଗୁଡ଼ିକରେ ପ୍ଲାଷ୍ଟିକ୍ ଗ୍ଲାସର ବ୍ୟବହାର ବଢ଼ିଚାଲିଛି। ଗରମ ପାନୀୟ ପ୍ଲାଷ୍ଟିକ୍ ଗ୍ଲାସରେ ଦେଲେ ସ୍ୱାସ୍ଥ୍ୟ ପାଇଁ କ୍ଷତିକାରକ ରାସାୟନିକ ପଦାର୍ଥ ମିଶିଯାଏ। ଏହା କର୍କଟ ଭଳି ରୋଗର କାରଣ ହୋଇପାରେ। ପ୍ରଶାସନ ଏଭଳି ଗ୍ଲାସ ବ୍ୟବହାର ଉପରେ କଟକଣା ଲଗାଇବା ଉଚିତ। <box>1140 479 1470 565</box>
magenta-dot <box>304 2185 320 2201</box>
sudoku-cell <box>1148 1606 1183 1641</box>
sudoku-cell <box>1322 1878 1357 1912</box>
sudoku-cell <box>1218 1743 1253 1777</box>
sudoku-solution-cell: 4 <box>1347 2055 1366 2069</box>
sudoku-solution-cell: 8 <box>1347 2069 1366 2083</box>
top-rule <box>370 66 1120 68</box>
sudoku-solution-cell: 6 <box>1347 2040 1366 2054</box>
sudoku-solution-cell: 1 <box>1328 2069 1347 2083</box>
sudoku-cell <box>1253 1878 1288 1912</box>
poem-line: ଜୀବନ ଜୀବନ ହୁମା ଭରଗାର୍ <box>75 94 195 108</box>
readers-banner <box>1140 8 1470 56</box>
magenta-dot <box>718 2185 734 2201</box>
sudoku-cell: 4 <box>1357 1674 1392 1708</box>
sudoku-solution-cell: 7 <box>1405 1983 1424 1997</box>
yellow-dot <box>1216 2185 1232 2201</box>
sudoku-cell <box>1322 1674 1357 1708</box>
sudoku-solution-cell: 1 <box>1289 2026 1308 2040</box>
kejriwal-headline: କେଜ୍‌ରିୱାଲ ବସ୍ତୁତଃ ଦିଲ୍ଲୀ ମେୟର <box>416 870 1070 924</box>
archive-divider <box>231 709 233 767</box>
sudoku-cell <box>1183 1708 1218 1743</box>
ad-contact-line: କେବଳ ବିଜ୍ଞାପନ ପାଇଁ ଯୋଗାଯୋଗ କରନ୍ତୁ <box>1210 1428 1400 1442</box>
sudoku-solution-cell: 3 <box>1444 2069 1463 2083</box>
poem-line: (ଗୁଜର ଗୁଡ) <box>125 158 181 172</box>
advt-email[interactable]: E-mail: advt@dharitri.com <box>1230 1445 1380 1460</box>
sudoku-cell <box>1392 1708 1427 1743</box>
sudoku-solution-cell: 7 <box>1386 2069 1405 2083</box>
sudoku-cell <box>1253 1743 1288 1777</box>
india-today-rule <box>30 302 348 304</box>
sudoku-solution-cell: 1 <box>1444 2055 1463 2069</box>
sudoku-solution-cell: 9 <box>1405 2026 1424 2040</box>
sudoku-title-box <box>1296 1540 1470 1594</box>
main-headline: ଜଳ ବିହୁନେ ମୃତ୍ୟୁ <box>525 93 965 167</box>
sudoku-cell <box>1288 1878 1323 1912</box>
yellow-dot <box>322 2185 338 2201</box>
sudoku-cell <box>1392 1674 1427 1708</box>
sudoku-cell <box>1427 1708 1462 1743</box>
sudoku-solution-cell: 3 <box>1308 2040 1327 2054</box>
editorial-quote-author: –ଶ୍ରୀଅରବିନ୍ଦ <box>910 44 970 58</box>
sudoku-solution-label: ଗତକାଲି ପ୍ରକାଶିତ ପଜଲ୍‌ର ଉତ୍ତର <box>1304 2090 1448 2101</box>
sudoku-cell <box>1183 1641 1218 1675</box>
paper-name: ଧରିତ୍ରୀ <box>985 38 1048 62</box>
sudoku-cell: 2 <box>1357 1606 1392 1641</box>
letter-title: ବରିଷ୍ଠ ନାଗରିକଙ୍କ ତୀର୍ଥଦର୍ଶନ ଯୋଜନା <box>1140 760 1463 784</box>
contact-box <box>1140 1318 1470 1524</box>
sudoku-cell: 5 <box>1183 1810 1218 1845</box>
sudoku-cell: 9 <box>1218 1606 1253 1641</box>
anjan-divider-1 <box>356 1730 358 2142</box>
sudoku-solution-cell: 2 <box>1444 1955 1463 1969</box>
sudoku-cell <box>1288 1743 1323 1777</box>
anjan-chand-headline: ଠକଙ୍କ ହାବୁଡ଼ <box>578 1696 912 1766</box>
cmyk-mark-right-lower: C M Y K <box>1480 1260 1490 1306</box>
kejriwal-lead-divider <box>356 852 358 1672</box>
archive-paper-name: ଧରିତ୍ରୀ <box>45 695 86 710</box>
sudoku-cell: 4 <box>1427 1810 1462 1845</box>
letter-author: କନ୍ଦର୍ପ ଚରଣ ନାୟକ, ଆଡ଼ାବ୍ରା, ନରସିଂହ, ଜାଜପୁର <box>1249 736 1470 750</box>
sudoku-solution-cell: 9 <box>1424 2055 1443 2069</box>
archive-item: ■ଓଡ଼ିଶାରେ ଲୁ'ମାଡ଼ରେ ୧୫୦ ଲୋକଙ୍କ ମୃତ୍ୟୁ। <box>34 801 236 815</box>
india-today-body: ଭାରତୀୟ ଜନତାର ନିରକ୍ଷରତା ଦୂରୀକରଣ ଦିଗରେ ଏକ ଗୁରୁତ୍ୱପୂର୍ଣ୍ଣ ପଦକ୍ଷେପ ଭାବେ ଏହିଦିନ ଜାତୀୟ ସାକ୍ଷରତା ମିଶନ ଆରମ୍ଭ ହୋଇଥିଲା। ଗ୍ରାମାଞ୍ଚଳର ମହିଳା ଓ ପଛୁଆ ବର୍ଗର ଲୋକଙ୍କୁ ଶିକ୍ଷିତ କରିବା ଏହାର ମୁଖ୍ୟ ଲକ୍ଷ୍ୟ ଥିଲା। ଏହି ଅଭିଯାନରେ ହଜାର ହଜାର ସ୍ୱେଚ୍ଛାସେବୀ ଯୋଗଦେଇଥିଲେ। ଦେଶର ବିଭିନ୍ନ ରାଜ୍ୟରେ ସାକ୍ଷରତା କେନ୍ଦ୍ର ଖୋଲାଯାଇଥିଲା। ବୟସ୍କ ଶିକ୍ଷା କାର୍ଯ୍ୟକ୍ରମ ମାଧ୍ୟମରେ ଲକ୍ଷ ଲକ୍ଷ ଲୋକ ଅକ୍ଷର ଜ୍ଞାନ ଲାଭ କରିଥିଲେ। ଏହା ଦେଶର ସାମାଜିକ ଓ ଅର୍ଥନୈତିକ ବିକାଶରେ ଏକ ମାଇଲଖୁଣ୍ଟ ଭାବେ ପରିଗଣିତ ହୁଏ। ସରକାରଙ୍କ ଏହି ପ୍ରୟାସ ଯୋଗୁଁ ସାକ୍ଷରତା ହାର ଉଲ୍ଲେଖନୀୟ ଭାବେ ବୃଦ୍ଧି ପାଇଥିଲା ଏବଂ ପରବର୍ତ୍ତୀ ସମୟରେ ସର୍ବଶିକ୍ଷା ଅଭିଯାନ ପାଇଁ ଏହା ମୂଳଦୁଆ ପକାଇଥିଲା। <box>30 311 348 504</box>
sudoku-cell <box>1322 1845 1357 1879</box>
sudoku-cell <box>1183 1878 1218 1912</box>
grey-bar <box>980 2186 1004 2200</box>
sudoku-solution-cell: 4 <box>1289 1998 1308 2012</box>
sudoku-cell <box>1322 1641 1357 1675</box>
poem-line: ଗୁଜର ବୁଣ ବିସୁପେ ବସାଇ <box>75 78 186 92</box>
registration-cross-left <box>2 1170 24 1192</box>
sudoku-cell <box>1218 1708 1253 1743</box>
letter-author: ରବୀନ୍ଦ୍ର କୁମାର ପଟ୍ଟନାୟକ, ଗୋରୋଲ, ବାରେଇ, ଜଗତସିଂହପୁର <box>1196 996 1470 1009</box>
sudoku-cell <box>1148 1708 1183 1743</box>
sudoku-cell <box>1357 1776 1392 1810</box>
editorial-quote <box>370 8 970 64</box>
sudoku-cell <box>1183 1674 1218 1708</box>
sudoku-cell: 8 <box>1288 1810 1323 1845</box>
anjan-chand-col3: କହିଲି – ଠକଙ୍କ ହାବୁଡ଼ରୁ ରକ୍ଷା ପାଇବା ପାଇଁ ସତର୍କତା ହିଁ ଏକମାତ୍ର ଉପାୟ। ସରକାର ସାଇବର ଅପରାଧ ରୋକିବାକୁ ନୂଆ ଆଇନ ପ୍ରଣୟନ କରିଛନ୍ତି, କିନ୍ତୁ ସଚେତନତା ବିନା ଆଇନ ଫଳପ୍ରଦ ହେବ ନାହିଁ। ମୋ ବନ୍ଧୁ ଜଣେ ଗତ ମାସରେ ଏଭଳି ଠକେଇର ଶିକାର ହୋଇଥିଲେ। ସେ ହଜାର ହଜାର ଟଙ୍କା ହରାଇଲେ। ଅଭିଯୋଗ କରିବା ପରେ ମଧ୍ୟ ଟଙ୍କା ଫେରିଲା ନାହିଁ। ତେଣୁ ଲୋଭରେ ନପଡ଼ି ସାବଧାନ ରହନ୍ତୁ। <box>746 1785 1120 1871</box>
grey-bar <box>1350 2186 1368 2200</box>
sudoku-cell: 7 <box>1427 1641 1462 1675</box>
sudoku-solution-cell: 7 <box>1424 2040 1443 2054</box>
sudoku-cell <box>1427 1743 1462 1777</box>
sudoku-solution-cell: 9 <box>1308 2069 1327 2083</box>
archive-item: ■ରାଷ୍ଟ୍ରପତିଙ୍କ ମାସିକ ବେତନ ୧୫ହଜାରରୁ ୨୦ହଜାର ଟଙ୍କାକୁ ବୃଦ୍ଧି। <box>34 785 326 798</box>
sudoku-answer-note: ଏହାର ଉତ୍ତର ଆସନ୍ତାକାଲି ପ୍ରକାଶ ପାଇବ <box>1210 1921 1400 1934</box>
sudoku-solution-cell: 9 <box>1366 1998 1385 2012</box>
letter-title: ପ୍ଲାଷ୍ଟିକ୍ ଗ୍ଲାସରେ ଲସି <box>1204 448 1406 472</box>
author-byline-box <box>572 1160 932 1270</box>
sudoku-cell <box>1148 1810 1183 1845</box>
sudoku-cell <box>1392 1845 1427 1879</box>
sudoku-cell <box>1288 1674 1323 1708</box>
